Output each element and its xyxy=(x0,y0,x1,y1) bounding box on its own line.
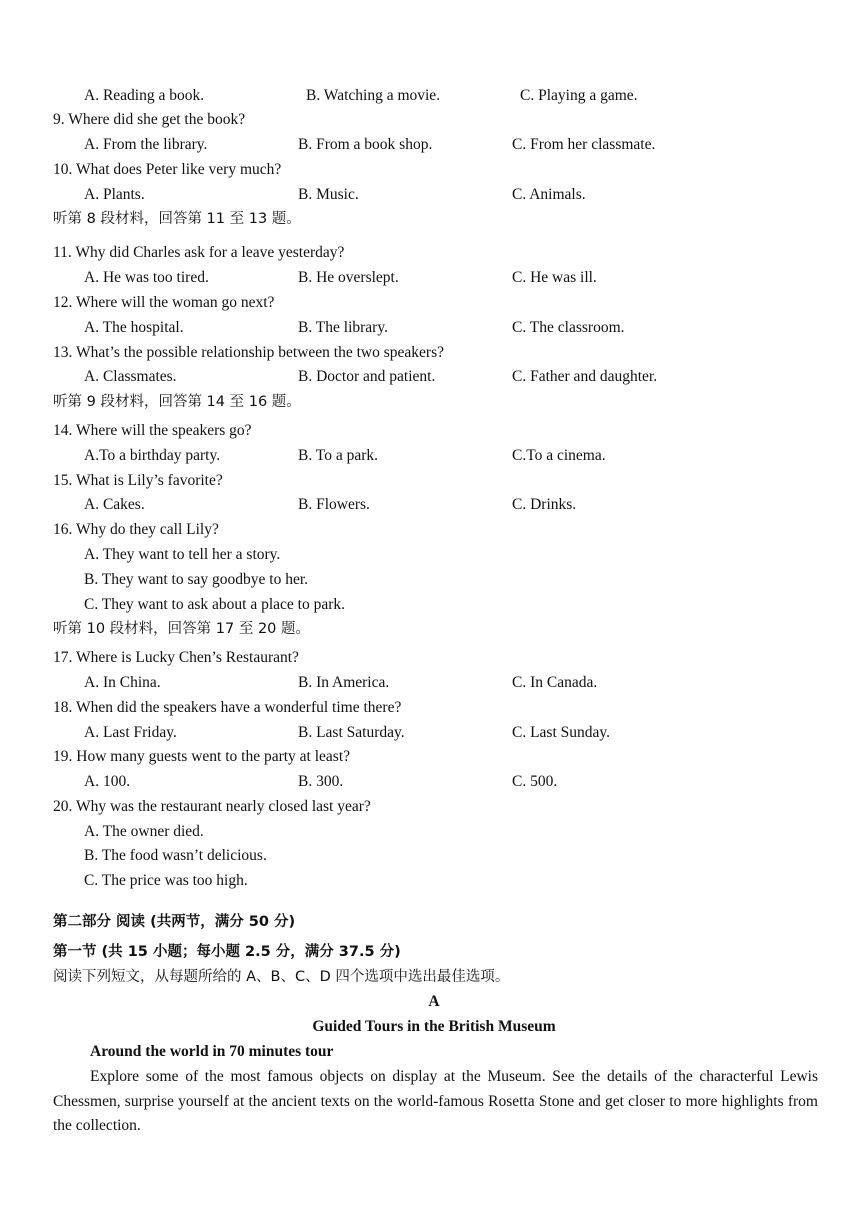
q20-question: 20. Why was the restaurant nearly closed last year? xyxy=(53,798,371,815)
q8-option-c: C. Playing a game. xyxy=(520,87,638,104)
q15-option-b: B. Flowers. xyxy=(298,496,370,513)
q15-question: 15. What is Lily’s favorite? xyxy=(53,472,223,489)
q14-option-c: C.To a cinema. xyxy=(512,447,606,464)
q9-option-b: B. From a book shop. xyxy=(298,136,433,153)
passage-subtitle: Around the world in 70 minutes tour xyxy=(90,1043,334,1060)
q10-option-a: A. Plants. xyxy=(84,186,145,203)
q11-question: 11. Why did Charles ask for a leave yesterday? xyxy=(53,244,345,261)
q12-option-b: B. The library. xyxy=(298,319,388,336)
q12-question: 12. Where will the woman go next? xyxy=(53,294,275,311)
q12-option-a: A. The hospital. xyxy=(84,319,184,336)
q14-question: 14. Where will the speakers go? xyxy=(53,422,252,439)
q11-option-c: C. He was ill. xyxy=(512,269,597,286)
q20-option-c: C. The price was too high. xyxy=(84,872,248,889)
section-1-heading: 第一节 (共 15 小题；每小题 2.5 分，满分 37.5 分) xyxy=(53,944,401,960)
q18-option-a: A. Last Friday. xyxy=(84,724,177,741)
q13-option-a: A. Classmates. xyxy=(84,368,177,385)
q19-option-a: A. 100. xyxy=(84,773,131,790)
q17-option-a: A. In China. xyxy=(84,674,161,691)
q16-option-a: A. They want to tell her a story. xyxy=(84,546,281,563)
q10-question: 10. What does Peter like very much? xyxy=(53,161,282,178)
reading-instruction: 阅读下列短文，从每题所给的 A、B、C、D 四个选项中选出最佳选项。 xyxy=(53,969,510,985)
q20-option-a: A. The owner died. xyxy=(84,823,204,840)
q14-option-a: A.To a birthday party. xyxy=(84,447,221,464)
section-10-instruction: 听第 10 段材料，回答第 17 至 20 题。 xyxy=(53,621,311,637)
q17-option-b: B. In America. xyxy=(298,674,390,691)
q19-option-c: C. 500. xyxy=(512,773,558,790)
q16-option-c: C. They want to ask about a place to park. xyxy=(84,596,345,613)
part-2-heading: 第二部分 阅读 (共两节，满分 50 分) xyxy=(53,914,296,930)
section-8-instruction: 听第 8 段材料，回答第 11 至 13 题。 xyxy=(53,211,301,227)
q15-option-c: C. Drinks. xyxy=(512,496,577,513)
q18-option-b: B. Last Saturday. xyxy=(298,724,405,741)
q18-question: 18. When did the speakers have a wonderful time there? xyxy=(53,699,402,716)
q18-option-c: C. Last Sunday. xyxy=(512,724,611,741)
q13-question: 13. What’s the possible relationship between the two speakers? xyxy=(53,344,444,361)
section-9-instruction: 听第 9 段材料，回答第 14 至 16 题。 xyxy=(53,394,301,410)
q15-option-a: A. Cakes. xyxy=(84,496,145,513)
q10-option-b: B. Music. xyxy=(298,186,359,203)
q14-option-b: B. To a park. xyxy=(298,447,378,464)
q12-option-c: C. The classroom. xyxy=(512,319,625,336)
q8-option-b: B. Watching a movie. xyxy=(306,87,441,104)
q16-option-b: B. They want to say goodbye to her. xyxy=(84,571,309,588)
q11-option-a: A. He was too tired. xyxy=(84,269,209,286)
q19-question: 19. How many guests went to the party at least? xyxy=(53,748,351,765)
passage-title: Guided Tours in the British Museum xyxy=(312,1018,556,1035)
q11-option-b: B. He overslept. xyxy=(298,269,399,286)
passage-paragraph: Explore some of the most famous objects on display at the Museum. See the details of the characterful Lewis Chessmen, surprise yourself at the ancient texts on the world-famous Rosetta Stone and get closer to more highlights from the collection. xyxy=(53,1068,818,1134)
q20-option-b: B. The food wasn’t delicious. xyxy=(84,847,267,864)
q8-option-a: A. Reading a book. xyxy=(84,87,205,104)
q19-option-b: B. 300. xyxy=(298,773,344,790)
q16-question: 16. Why do they call Lily? xyxy=(53,521,219,538)
q13-option-c: C. Father and daughter. xyxy=(512,368,658,385)
q9-option-a: A. From the library. xyxy=(84,136,208,153)
q9-question: 9. Where did she get the book? xyxy=(53,111,246,128)
q17-question: 17. Where is Lucky Chen’s Restaurant? xyxy=(53,649,299,666)
q13-option-b: B. Doctor and patient. xyxy=(298,368,436,385)
q17-option-c: C. In Canada. xyxy=(512,674,598,691)
q10-option-c: C. Animals. xyxy=(512,186,586,203)
q9-option-c: C. From her classmate. xyxy=(512,136,656,153)
passage-letter: A xyxy=(428,993,440,1010)
